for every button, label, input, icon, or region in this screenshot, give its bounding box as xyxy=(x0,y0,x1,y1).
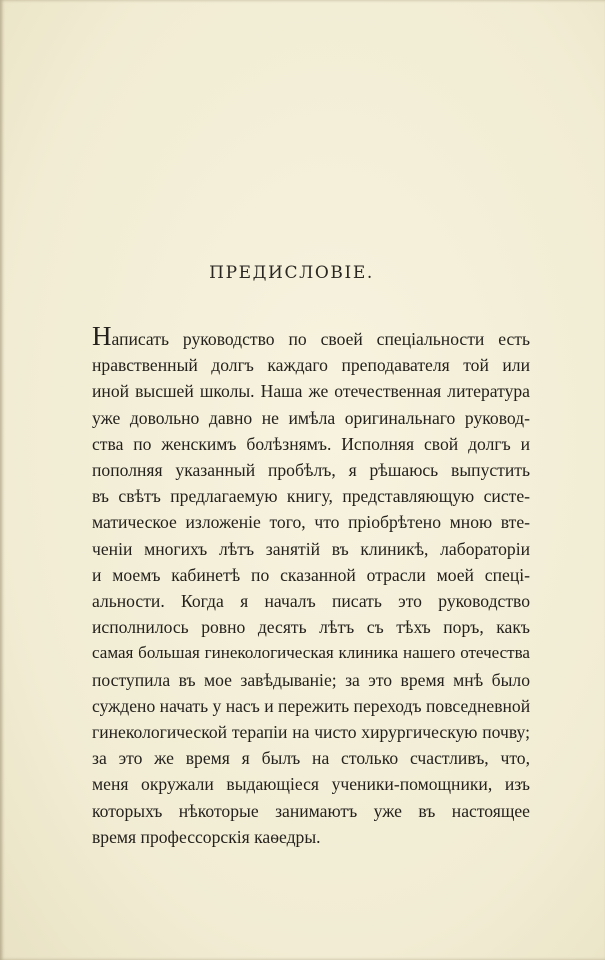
text-line: гинекологической терапіи на чисто хирургическую почву; xyxy=(92,722,530,743)
text-line: суждено начать у насъ и пережить переходъ повседневной xyxy=(92,695,531,716)
text-line: нравственный долгъ каждаго преподавателя той или xyxy=(92,355,530,376)
text-line: исполнилось ровно десять лѣтъ съ тѣхъ поръ, какъ xyxy=(92,617,530,638)
text-line: меня окружали выдающіеся ученики-помощники, изъ xyxy=(92,774,530,795)
text-line: которыхъ нѣкоторые занимаютъ уже въ настоящее xyxy=(92,800,530,821)
text-line: ченіи многихъ лѣтъ занятій въ клиникѣ, лабораторіи xyxy=(92,538,530,559)
text-line: матическое изложеніе того, что пріобрѣтено мною вте- xyxy=(92,512,530,533)
first-line-text: аписать руководство по своей спеціальности есть xyxy=(111,329,530,349)
text-line: и моемъ кабинетѣ по сказанной отрасли моей спеці- xyxy=(92,564,530,585)
text-line: пополняя указанный пробѣлъ, я рѣшаюсь выпустить xyxy=(92,460,530,481)
text-line: уже довольно давно не имѣла оригинальнаго руковод- xyxy=(92,407,530,428)
text-line: самая большая гинекологическая клиника нашего отечества xyxy=(92,643,530,663)
text-line: ства по женскимъ болѣзнямъ. Исполняя свой долгъ и xyxy=(92,433,530,454)
text-line: иной высшей школы. Наша же отечественная литература xyxy=(92,381,530,402)
text-line: поступила въ мое завѣдываніе; за это время мнѣ было xyxy=(92,669,530,690)
preface-paragraph xyxy=(92,321,531,850)
drop-cap: Н xyxy=(92,321,112,351)
text-line-1 xyxy=(92,321,530,352)
text-line-last: время профессорскія каѳедры. xyxy=(92,826,321,847)
page-title: ПРЕДИСЛОВІЕ. xyxy=(209,263,374,283)
text-line: за это же время я былъ на столько счастливъ, что, xyxy=(92,748,530,769)
text-line: альности. Когда я началъ писать это руководство xyxy=(92,591,530,612)
text-line: въ свѣтъ предлагаемую книгу, представляющую систе- xyxy=(92,486,530,507)
